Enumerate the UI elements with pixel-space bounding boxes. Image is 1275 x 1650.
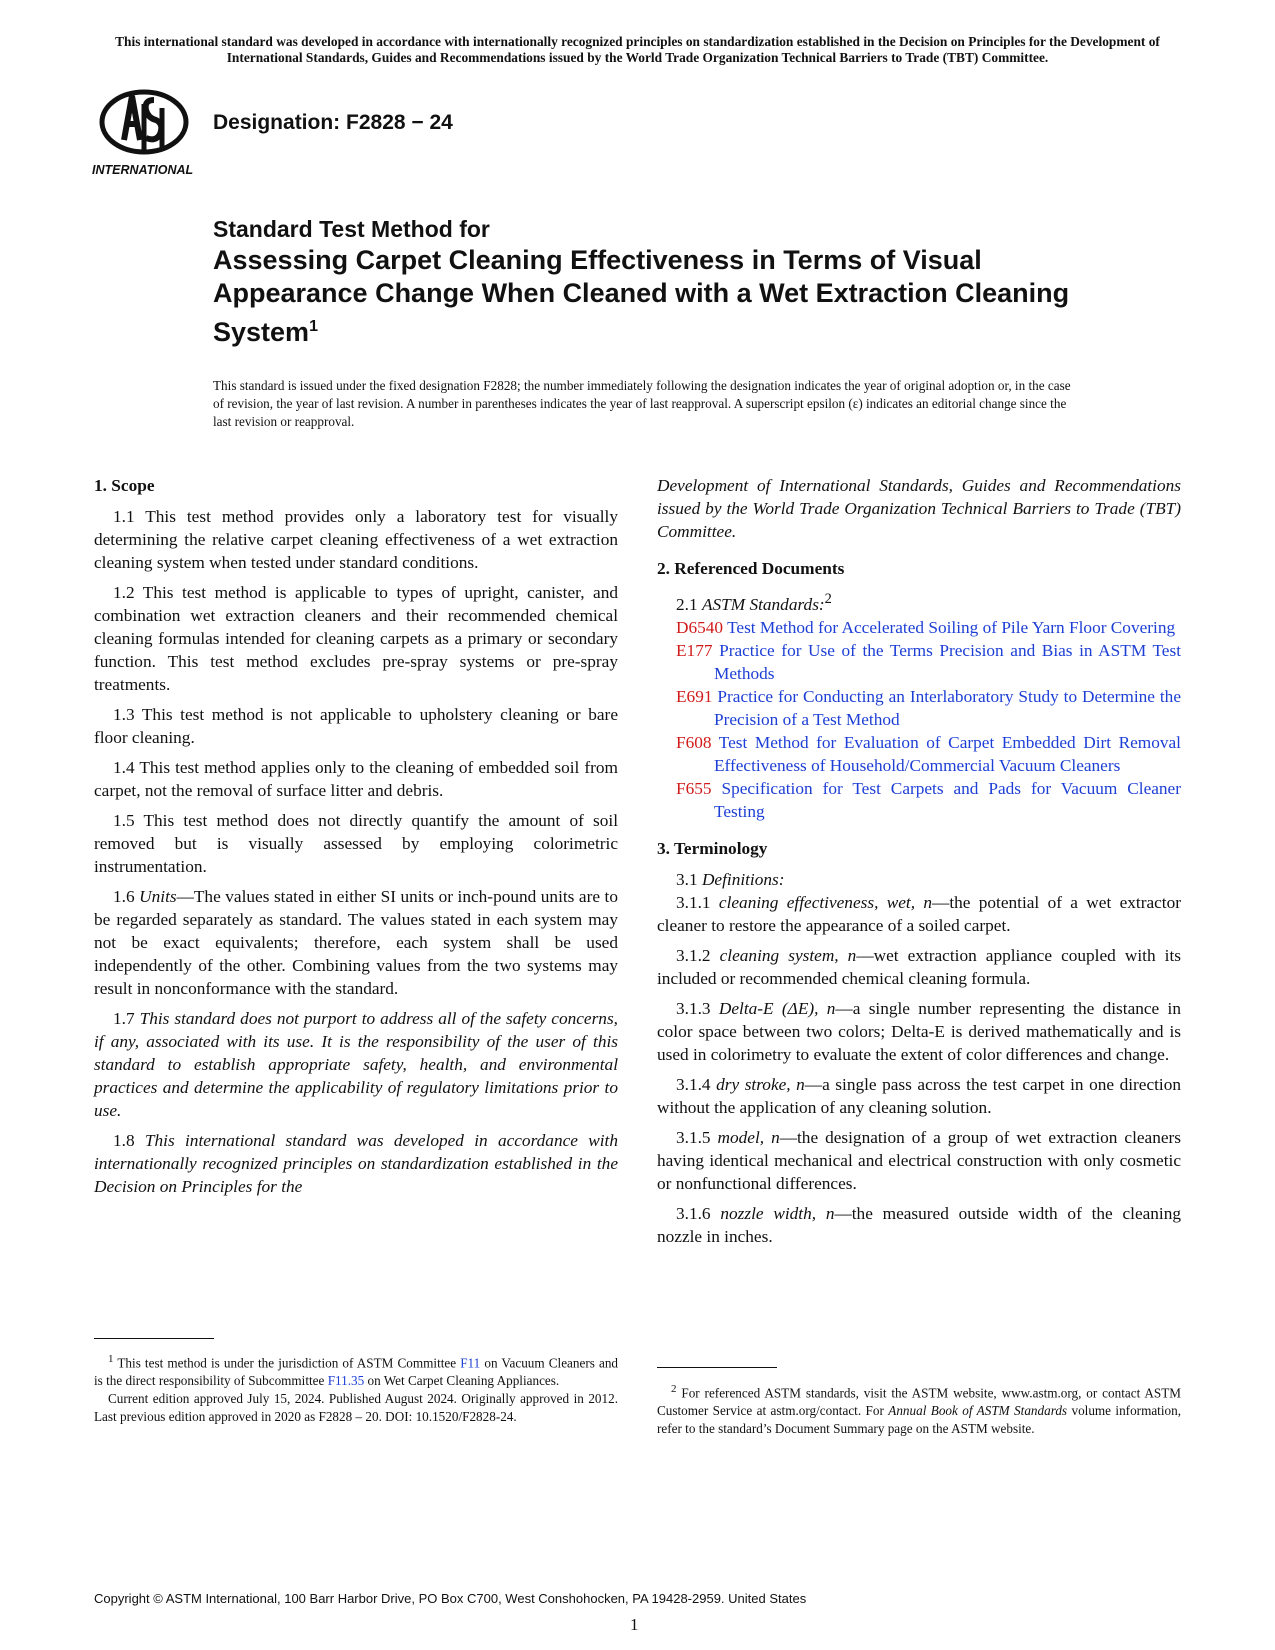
paragraph-1-8 xyxy=(94,1129,618,1198)
footnote-text: volume information, refer to the standard’s Document Summary page on the ASTM website. xyxy=(657,1403,1181,1437)
paragraph-1-7 xyxy=(94,1007,618,1122)
para-number: 1.6 xyxy=(113,887,135,906)
committee-link[interactable]: F11 xyxy=(460,1355,481,1371)
footnote-divider xyxy=(94,1338,214,1339)
footnote-1-edition: Current edition approved July 15, 2024. Published August 2024. Originally approved in 2012. Last previous edition approved in 2020 as F2828 – 20. DOI: 10.1520/F2828-24. xyxy=(94,1391,618,1425)
reference-title[interactable]: Test Method for Accelerated Soiling of Pile Yarn Floor Covering xyxy=(727,617,1176,637)
definition-text: —the measured outside width of the cleaning nozzle in inches. xyxy=(657,1203,1182,1246)
reference-code[interactable]: D6540 xyxy=(676,617,724,637)
para-number: 3.1.5 xyxy=(676,1127,711,1147)
reference-list xyxy=(676,616,1181,823)
page-number: 1 xyxy=(630,1615,639,1634)
definition-text: —a single pass across the test carpet in one direction without the application of any cleaning solution. xyxy=(657,1074,1181,1117)
para-text: This standard does not purport to address all of the safety concerns, if any, associated with its use. It is the responsibility of the user of this standard to establish appropriate safety, health, and environmental practices and determine the applicability of regulatory limitations prior to use. xyxy=(94,1009,618,1120)
definition-term: model, n xyxy=(717,1127,780,1147)
document-title xyxy=(213,214,1073,349)
reference-code[interactable]: F655 xyxy=(676,778,712,798)
subsection-2-1 xyxy=(657,588,1181,616)
footnote-ref-2[interactable]: 2 xyxy=(824,591,832,607)
definition-term: cleaning system, n xyxy=(719,945,857,965)
definition-text: —a single number representing the distance in color space between two colors; Delta-E is derived mathematically and is used in colorimetry to evaluate the extent of color differences and change. xyxy=(657,998,1181,1064)
definition-text: —wet extraction appliance coupled with its included or recommended chemical cleaning formula. xyxy=(657,945,1181,988)
para-number: 3.1.2 xyxy=(676,945,711,965)
astm-logo xyxy=(92,82,196,178)
definition-3-1-3 xyxy=(657,997,1181,1066)
designation: Designation: F2828 − 24 xyxy=(213,111,453,134)
reference-title[interactable]: Practice for Conducting an Interlaboratory Study to Determine the Precision of a Test Method xyxy=(714,686,1181,729)
paragraph-1-5: 1.5 This test method does not directly quantify the amount of soil removed but is visually assessed by employing colorimetric instrumentation. xyxy=(94,811,618,876)
title-main-text: Assessing Carpet Cleaning Effectiveness in Terms of Visual Appearance Change When Cleaned with a Wet Extraction Cleaning System xyxy=(213,245,1070,347)
definition-term: cleaning effectiveness, wet, n xyxy=(718,892,933,912)
definition-term: dry stroke, n xyxy=(716,1074,805,1094)
para-number: 3.1.1 xyxy=(676,892,711,912)
definition-text: —the designation of a group of wet extraction cleaners having identical mechanical and electrical construction with only cosmetic or nonfunctional differences. xyxy=(657,1127,1181,1193)
footnote-mark: 2 xyxy=(671,1383,677,1395)
footnote-1-text xyxy=(94,1350,618,1390)
definition-3-1-6 xyxy=(657,1202,1181,1248)
title-main xyxy=(213,244,1073,349)
copyright-line: Copyright © ASTM International, 100 Barr Harbor Drive, PO Box C700, West Conshohocken, PA 19428-2959. United States xyxy=(94,1591,807,1606)
footnote-text: on Vacuum Cleaners and is the direct responsibility of Subcommittee xyxy=(94,1355,619,1389)
para-number: 2.1 xyxy=(676,594,698,614)
wto-notice: This international standard was developed in accordance with internationally recognized principles on standardization established in the Decision on Principles for the Development of International Standards, Guides and Recommendations issued by the World Trade Organization Technical Barriers to Trade (TBT) Committee. xyxy=(115,34,1160,65)
section-heading-referenced-documents: 2. Referenced Documents xyxy=(657,559,845,578)
paragraph-1-6 xyxy=(94,885,618,1000)
issue-note: This standard is issued under the fixed designation F2828; the number immediately following the designation indicates the year of original adoption or, in the case of revision, the year of last revision. A number in parentheses indicates the year of last reapproval. A superscript epsilon (ε) indicates an editorial change since the last revision or reapproval. xyxy=(213,378,1071,429)
footnote-1 xyxy=(94,1350,618,1426)
para-number: 1.7 xyxy=(113,1009,135,1028)
definition-3-1-5 xyxy=(657,1126,1181,1195)
para-text: —The values stated in either SI units or inch-pound units are to be regarded separately as standard. The values stated in each system may not be exact equivalents; therefore, each system shall be used independently of the other. Combining values from the two systems may result in nonconformance with the standard. xyxy=(94,887,618,998)
definition-term: nozzle width, n xyxy=(720,1203,835,1223)
paragraph-1-2: 1.2 This test method is applicable to types of upright, canister, and combination wet extraction cleaners and their recommended chemical cleaning formulas intended for cleaning carpets as a primary or secondary function. This test method excludes pre-spray systems or pre-spray treatments. xyxy=(94,583,618,694)
reference-title[interactable]: Test Method for Evaluation of Carpet Embedded Dirt Removal Effectiveness of Household/Commercial Vacuum Cleaners xyxy=(714,732,1181,775)
subsection-label: Definitions: xyxy=(701,869,785,889)
term-units: Units xyxy=(139,887,177,906)
definition-term: Delta-E (ΔE), n xyxy=(718,998,836,1018)
title-footnote-ref[interactable]: 1 xyxy=(309,318,318,335)
reference-code[interactable]: E691 xyxy=(676,686,713,706)
reference-item[interactable] xyxy=(676,616,1181,639)
reference-item[interactable] xyxy=(676,639,1181,685)
reference-title[interactable]: Practice for Use of the Terms Precision and Bias in ASTM Test Methods xyxy=(714,640,1182,683)
footnote-text: on Wet Carpet Cleaning Appliances. xyxy=(367,1373,560,1389)
para-number: 3.1.6 xyxy=(676,1203,711,1223)
logo-wordmark: INTERNATIONAL xyxy=(92,163,194,177)
left-column xyxy=(94,474,618,1205)
paragraph-1-4: 1.4 This test method applies only to the cleaning of embedded soil from carpet, not the removal of surface litter and debris. xyxy=(94,758,618,800)
footnote-text: This test method is under the jurisdiction of ASTM Committee xyxy=(117,1355,457,1371)
subsection-label: ASTM Standards: xyxy=(701,594,825,614)
reference-title[interactable]: Specification for Test Carpets and Pads for Vacuum Cleaner Testing xyxy=(714,778,1181,821)
definition-3-1-4 xyxy=(657,1073,1181,1119)
reference-code[interactable]: E177 xyxy=(676,640,713,660)
definition-3-1-1 xyxy=(657,891,1181,937)
footnote-text: For referenced ASTM standards, visit the ASTM website, www.astm.org, or contact ASTM Customer Service at astm.org/contact. For xyxy=(657,1385,1182,1419)
para-number: 3.1 xyxy=(676,869,698,889)
paragraph-1-1: 1.1 This test method provides only a laboratory test for visually determining the relative carpet cleaning effectiveness of a wet extraction cleaning system when tested under standard conditions. xyxy=(94,507,618,572)
para-number: 3.1.4 xyxy=(676,1074,711,1094)
section-heading-scope: 1. Scope xyxy=(94,476,155,495)
reference-item[interactable] xyxy=(676,685,1181,731)
footnote-italic: Annual Book of ASTM Standards xyxy=(888,1403,1068,1419)
footnote-mark: 1 xyxy=(108,1353,114,1365)
subsection-3-1 xyxy=(657,868,1181,891)
paragraph-1-3: 1.3 This test method is not applicable to upholstery cleaning or bare floor cleaning. xyxy=(94,705,618,747)
reference-code[interactable]: F608 xyxy=(676,732,712,752)
para-number: 1.8 xyxy=(113,1131,135,1150)
para-text: This international standard was developed in accordance with internationally recognized principles on standardization established in the Decision on Principles for the xyxy=(94,1131,618,1196)
definition-text: —the potential of a wet extractor cleaner to restore the appearance of a soiled carpet. xyxy=(657,892,1181,935)
para-number: 3.1.3 xyxy=(676,998,711,1018)
footnote-divider xyxy=(657,1367,777,1368)
subcommittee-link[interactable]: F11.35 xyxy=(327,1373,365,1389)
definition-3-1-2 xyxy=(657,944,1181,990)
reference-item[interactable] xyxy=(676,731,1181,777)
section-heading-terminology: 3. Terminology xyxy=(657,838,768,858)
footnote-2 xyxy=(657,1380,1181,1438)
paragraph-1-8-continued: Development of International Standards, Guides and Recommendations issued by the World Trade Organization Technical Barriers to Trade (TBT) Committee. xyxy=(657,476,1181,541)
reference-item[interactable] xyxy=(676,777,1181,823)
right-column xyxy=(657,474,1181,1255)
title-prefix: Standard Test Method for xyxy=(213,216,490,242)
footnote-2-text xyxy=(657,1380,1181,1438)
